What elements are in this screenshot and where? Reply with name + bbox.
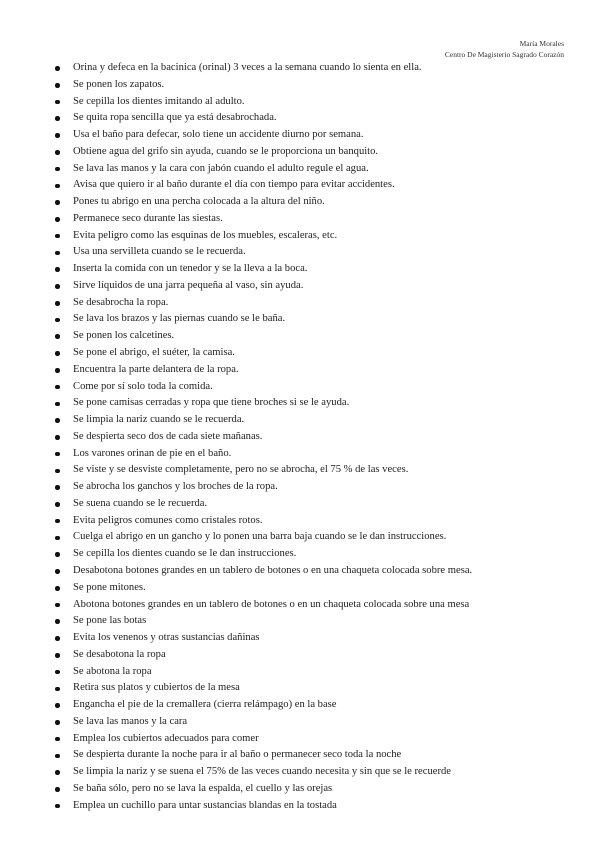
list-item-text: Usa el baño para defecar, solo tiene un accidente diurno por semana. — [73, 129, 364, 141]
list-item — [52, 177, 572, 194]
list-item-text: Se desabrocha la ropa. — [73, 296, 169, 308]
list-item-text: Obtiene agua del grifo sin ayuda, cuando se le proporciona un banquito. — [73, 145, 379, 157]
list-item-text: Se pone las botas — [73, 615, 147, 627]
author-name: María Morales — [519, 39, 564, 48]
list-item — [52, 412, 572, 429]
bullet-icon — [55, 184, 60, 189]
bullet-icon — [55, 485, 60, 490]
list-item-text: Permanece seco durante las siestas. — [73, 212, 223, 224]
list-item-text: Se despierta durante la noche para ir al baño o permanecer seco toda la noche — [73, 749, 402, 761]
list-item-text: Evita los venenos y otras sustancias dañinas — [73, 632, 260, 644]
list-item — [52, 395, 572, 412]
list-item — [52, 731, 572, 748]
bullet-icon — [55, 519, 60, 524]
list-item-text: Se limpia la nariz cuando se le recuerda. — [73, 414, 245, 426]
institution-name: Centro De Magisterio Sagrado Corazón — [444, 50, 564, 59]
list-item-text: Se cepilla los dientes imitando al adulto. — [73, 95, 245, 107]
list-item — [52, 680, 572, 697]
bullet-icon — [55, 100, 60, 105]
list-item-text: Usa una servilleta cuando se le recuerda. — [73, 246, 246, 258]
bullet-icon — [55, 234, 60, 239]
list-item — [52, 94, 572, 111]
list-item — [52, 144, 572, 161]
list-item — [52, 630, 572, 647]
list-item-text: Se ponen los calcetines. — [73, 330, 175, 342]
list-item-text: Se despierta seco dos de cada siete mañanas. — [73, 430, 263, 442]
list-item-text: Evita peligro como las esquinas de los muebles, escaleras, etc. — [73, 229, 338, 241]
list-item-text: Se pone mitones. — [73, 581, 146, 593]
bullet-icon — [55, 770, 60, 775]
list-item-text: Se limpia la nariz y se suena el 75% de las veces cuando necesita y sin que se le recuerde — [73, 766, 451, 778]
list-item — [52, 110, 572, 127]
bullet-icon — [55, 687, 60, 692]
list-item — [52, 429, 572, 446]
bullet-icon — [55, 720, 60, 725]
list-item — [52, 479, 572, 496]
list-item — [52, 446, 572, 463]
list-item — [52, 764, 572, 781]
bullet-icon — [55, 116, 60, 121]
list-item-text: Avisa que quiero ir al baño durante el día con tiempo para evitar accidentes. — [73, 179, 395, 191]
bullet-icon — [55, 385, 60, 390]
list-item-text: Encuentra la parte delantera de la ropa. — [73, 363, 239, 375]
list-item — [52, 597, 572, 614]
list-item-text: Se suena cuando se le recuerda. — [73, 497, 208, 509]
list-item — [52, 580, 572, 597]
list-item — [52, 77, 572, 94]
bullet-icon — [55, 351, 60, 356]
list-item — [52, 379, 572, 396]
bullet-icon — [55, 251, 60, 256]
bullet-icon — [55, 418, 60, 423]
bullet-icon — [55, 586, 60, 591]
list-item-text: Emplea un cuchillo para untar sustancias blandas en la tostada — [73, 799, 337, 811]
list-item — [52, 261, 572, 278]
list-item-text: Se lava las manos y la cara con jabón cuando el adulto regule el agua. — [73, 162, 369, 174]
list-item — [52, 513, 572, 530]
list-item — [52, 278, 572, 295]
list-item-text: Sirve líquidos de una jarra pequeña al vaso, sin ayuda. — [73, 279, 304, 291]
bullet-list — [52, 60, 572, 814]
list-item — [52, 613, 572, 630]
bullet-icon — [55, 569, 60, 574]
list-item — [52, 311, 572, 328]
list-item-text: Se baña sólo, pero no se lava la espalda, el cuello y las orejas — [73, 782, 333, 794]
bullet-icon — [55, 66, 60, 71]
list-item-text: Se ponen los zapatos. — [73, 78, 165, 90]
bullet-icon — [55, 267, 60, 272]
list-item-text: Se pone camisas cerradas y ropa que tiene broches si se le ayuda. — [73, 397, 350, 409]
bullet-icon — [55, 133, 60, 138]
bullet-icon — [55, 334, 60, 339]
list-item — [52, 328, 572, 345]
list-item-text: Se lava los brazos y las piernas cuando se le baña. — [73, 313, 286, 325]
list-item-text: Cuelga el abrigo en un gancho y lo ponen una barra baja cuando se le dan instrucciones. — [73, 531, 447, 543]
list-item-text: Pones tu abrigo en una percha colocada a la altura del niño. — [73, 196, 325, 208]
list-item — [52, 211, 572, 228]
list-item-text: Engancha el pie de la cremallera (cierra relámpago) en la base — [73, 699, 337, 711]
list-item-text: Inserta la comida con un tenedor y se la lleva a la boca. — [73, 263, 308, 275]
list-item — [52, 647, 572, 664]
list-item — [52, 345, 572, 362]
list-item — [52, 127, 572, 144]
bullet-icon — [55, 552, 60, 557]
list-item-text: Se abrocha los ganchos y los broches de la ropa. — [73, 481, 278, 493]
list-item-text: Se abotona la ropa — [73, 665, 152, 677]
bullet-icon — [55, 703, 60, 708]
list-item-text: Los varones orinan de pie en el baño. — [73, 447, 232, 459]
list-item — [52, 194, 572, 211]
list-item-text: Desabotona botones grandes en un tablero de botones o en una chaqueta colocada sobre mesa. — [73, 564, 473, 576]
bullet-icon — [55, 619, 60, 624]
list-item — [52, 244, 572, 261]
bullet-icon — [55, 435, 60, 440]
bullet-icon — [55, 83, 60, 88]
bullet-icon — [55, 502, 60, 507]
list-item — [52, 161, 572, 178]
bullet-icon — [55, 301, 60, 306]
list-item — [52, 714, 572, 731]
list-item — [52, 747, 572, 764]
bullet-icon — [55, 536, 60, 541]
bullet-icon — [55, 452, 60, 457]
list-item — [52, 362, 572, 379]
list-item-text: Se quita ropa sencilla que ya está desabrochada. — [73, 112, 277, 124]
list-item-text: Orina y defeca en la bacinica (orinal) 3 veces a la semana cuando lo sienta en ella. — [73, 62, 422, 73]
bullet-icon — [55, 167, 60, 172]
bullet-icon — [55, 469, 60, 474]
list-item-text: Se cepilla los dientes cuando se le dan instrucciones. — [73, 548, 297, 560]
list-item — [52, 462, 572, 479]
list-item — [52, 546, 572, 563]
bullet-icon — [55, 603, 60, 608]
list-item — [52, 664, 572, 681]
bullet-icon — [55, 318, 60, 323]
list-item-text: Abotona botones grandes en un tablero de botones o en un chaqueta colocada sobre una mesa — [73, 598, 470, 610]
list-item — [52, 60, 572, 77]
bullet-icon — [55, 200, 60, 205]
list-item — [52, 798, 572, 815]
list-item-text: Se desabotona la ropa — [73, 648, 166, 660]
bullet-icon — [55, 368, 60, 373]
list-item-text: Evita peligros comunes como cristales rotos. — [73, 514, 263, 526]
bullet-icon — [55, 787, 60, 792]
bullet-icon — [55, 670, 60, 675]
page-header — [445, 38, 564, 60]
bullet-icon — [55, 804, 60, 809]
bullet-icon — [55, 217, 60, 222]
list-item-text: Retira sus platos y cubiertos de la mesa — [73, 682, 240, 694]
list-item — [52, 781, 572, 798]
list-item — [52, 529, 572, 546]
bullet-icon — [55, 737, 60, 742]
bullet-icon — [55, 284, 60, 289]
list-item — [52, 563, 572, 580]
bullet-icon — [55, 150, 60, 155]
list-item-text: Se lava las manos y la cara — [73, 715, 188, 727]
bullet-icon — [55, 653, 60, 658]
list-item — [52, 496, 572, 513]
list-item — [52, 697, 572, 714]
list-item — [52, 295, 572, 312]
list-item-text: Se pone el abrigo, el suéter, la camisa. — [73, 347, 235, 359]
list-item-text: Come por sí solo toda la comida. — [73, 380, 213, 392]
list-item — [52, 228, 572, 245]
bullet-icon — [55, 754, 60, 759]
list-item-text: Se viste y se desviste completamente, pero no se abrocha, el 75 % de las veces. — [73, 464, 409, 476]
bullet-icon — [55, 402, 60, 407]
bullet-icon — [55, 636, 60, 641]
list-item-text: Emplea los cubiertos adecuados para comer — [73, 732, 259, 744]
